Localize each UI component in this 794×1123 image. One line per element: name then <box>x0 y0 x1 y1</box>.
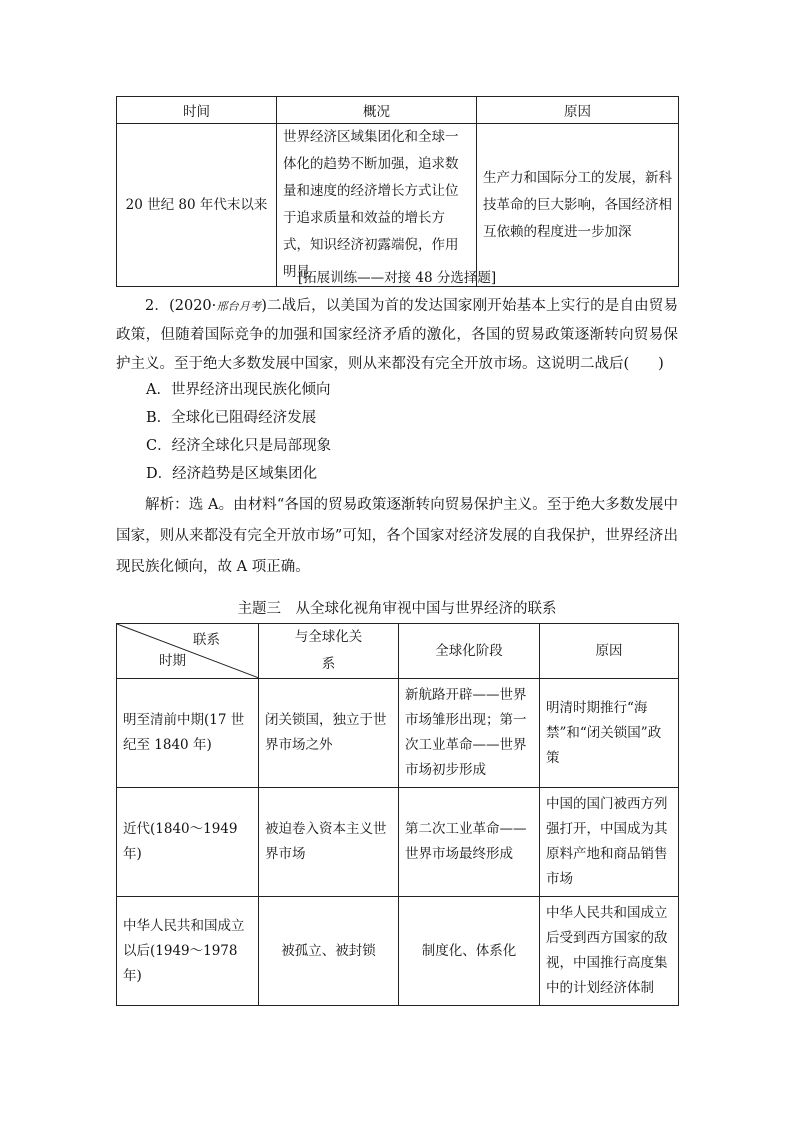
option-b: B．全球化已阻碍经济发展 <box>146 410 317 426</box>
corner-top-label: 联系 <box>193 632 220 648</box>
china-world-economy-table <box>116 623 679 1006</box>
cell-relation: 闭关锁国，独立于世界市场之外 <box>259 679 399 788</box>
header-reason: 原因 <box>477 97 679 124</box>
training-title: [拓展训练——对接 48 分选择题] <box>297 270 497 286</box>
timeline-table <box>116 96 679 287</box>
cell-stage: 制度化、体系化 <box>399 897 540 1006</box>
header-time: 时间 <box>117 97 277 124</box>
theme-title: 主题三 从全球化视角审视中国与世界经济的联系 <box>237 601 557 617</box>
analysis-text: 解析：选 A。由材料“各国的贸易政策逐渐转向贸易保护主义。至于绝大多数发展中国家，则从来都没有完全开放市场”可知，各个国家对经济发展的自我保护，世界经济出现民族化倾向，故 A 项正确。 <box>116 497 678 575</box>
question-body: )二战后，以美国为首的发达国家刚开始基本上实行的是自由贸易政策，但随着国际竞争的加强和国家经济矛盾的激化，各国的贸易政策逐渐转向贸易保护主义。至于绝大多数发展中国家，则从来都没有完全开放市场。这说明二战后( ) <box>116 298 678 372</box>
question-number: 2．(2020· <box>145 298 217 314</box>
cell-stage: 第二次工业革命——世界市场最终形成 <box>399 788 540 897</box>
cell-reason: 中华人民共和国成立后受到西方国家的敌视，中国推行高度集中的计划经济体制 <box>540 897 679 1006</box>
cell-period: 明至清前中期(17 世纪至 1840 年) <box>117 679 259 788</box>
header-reason: 原因 <box>540 624 679 679</box>
header-stage: 全球化阶段 <box>399 624 540 679</box>
cell-relation: 被迫卷入资本主义世界市场 <box>259 788 399 897</box>
cell-reason: 生产力和国际分工的发展，新科技革命的巨大影响，各国经济相互依赖的程度进一步加深 <box>477 124 679 287</box>
option-d: D．经济趋势是区域集团化 <box>146 466 318 482</box>
cell-reason: 明清时期推行“海禁”和“闭关锁国”政策 <box>540 679 679 788</box>
corner-bottom-label: 时期 <box>159 653 186 669</box>
table-row <box>117 788 679 897</box>
table-row <box>117 897 679 1006</box>
question-source: 邢台月考 <box>216 300 262 313</box>
diagonal-line <box>117 624 259 678</box>
table-header-row <box>117 624 679 679</box>
cell-period: 近代(1840～1949 年) <box>117 788 259 897</box>
option-a: A．世界经济出现民族化倾向 <box>146 382 331 398</box>
header-overview: 概况 <box>277 97 477 124</box>
cell-time: 20 世纪 80 年代末以来 <box>117 124 277 287</box>
table-header-row <box>117 97 679 124</box>
cell-relation: 被孤立、被封锁 <box>259 897 399 1006</box>
cell-period: 中华人民共和国成立以后(1949～1978 年) <box>117 897 259 1006</box>
header-relation: 与全球化关系 <box>259 624 399 679</box>
table-row <box>117 679 679 788</box>
option-c: C．经济全球化只是局部现象 <box>146 438 332 454</box>
cell-stage: 新航路开辟——世界市场雏形出现；第一次工业革命——世界市场初步形成 <box>399 679 540 788</box>
question-text <box>116 292 678 379</box>
diagonal-header-cell <box>117 624 259 679</box>
cell-reason: 中国的国门被西方列强打开，中国成为其原料产地和商品销售市场 <box>540 788 679 897</box>
cell-overview: 世界经济区域集团化和全球一体化的趋势不断加强，追求数量和速度的经济增长方式让位于追求质量和效益的增长方式，知识经济初露端倪，作用明显 <box>277 124 477 287</box>
table-row <box>117 124 679 287</box>
